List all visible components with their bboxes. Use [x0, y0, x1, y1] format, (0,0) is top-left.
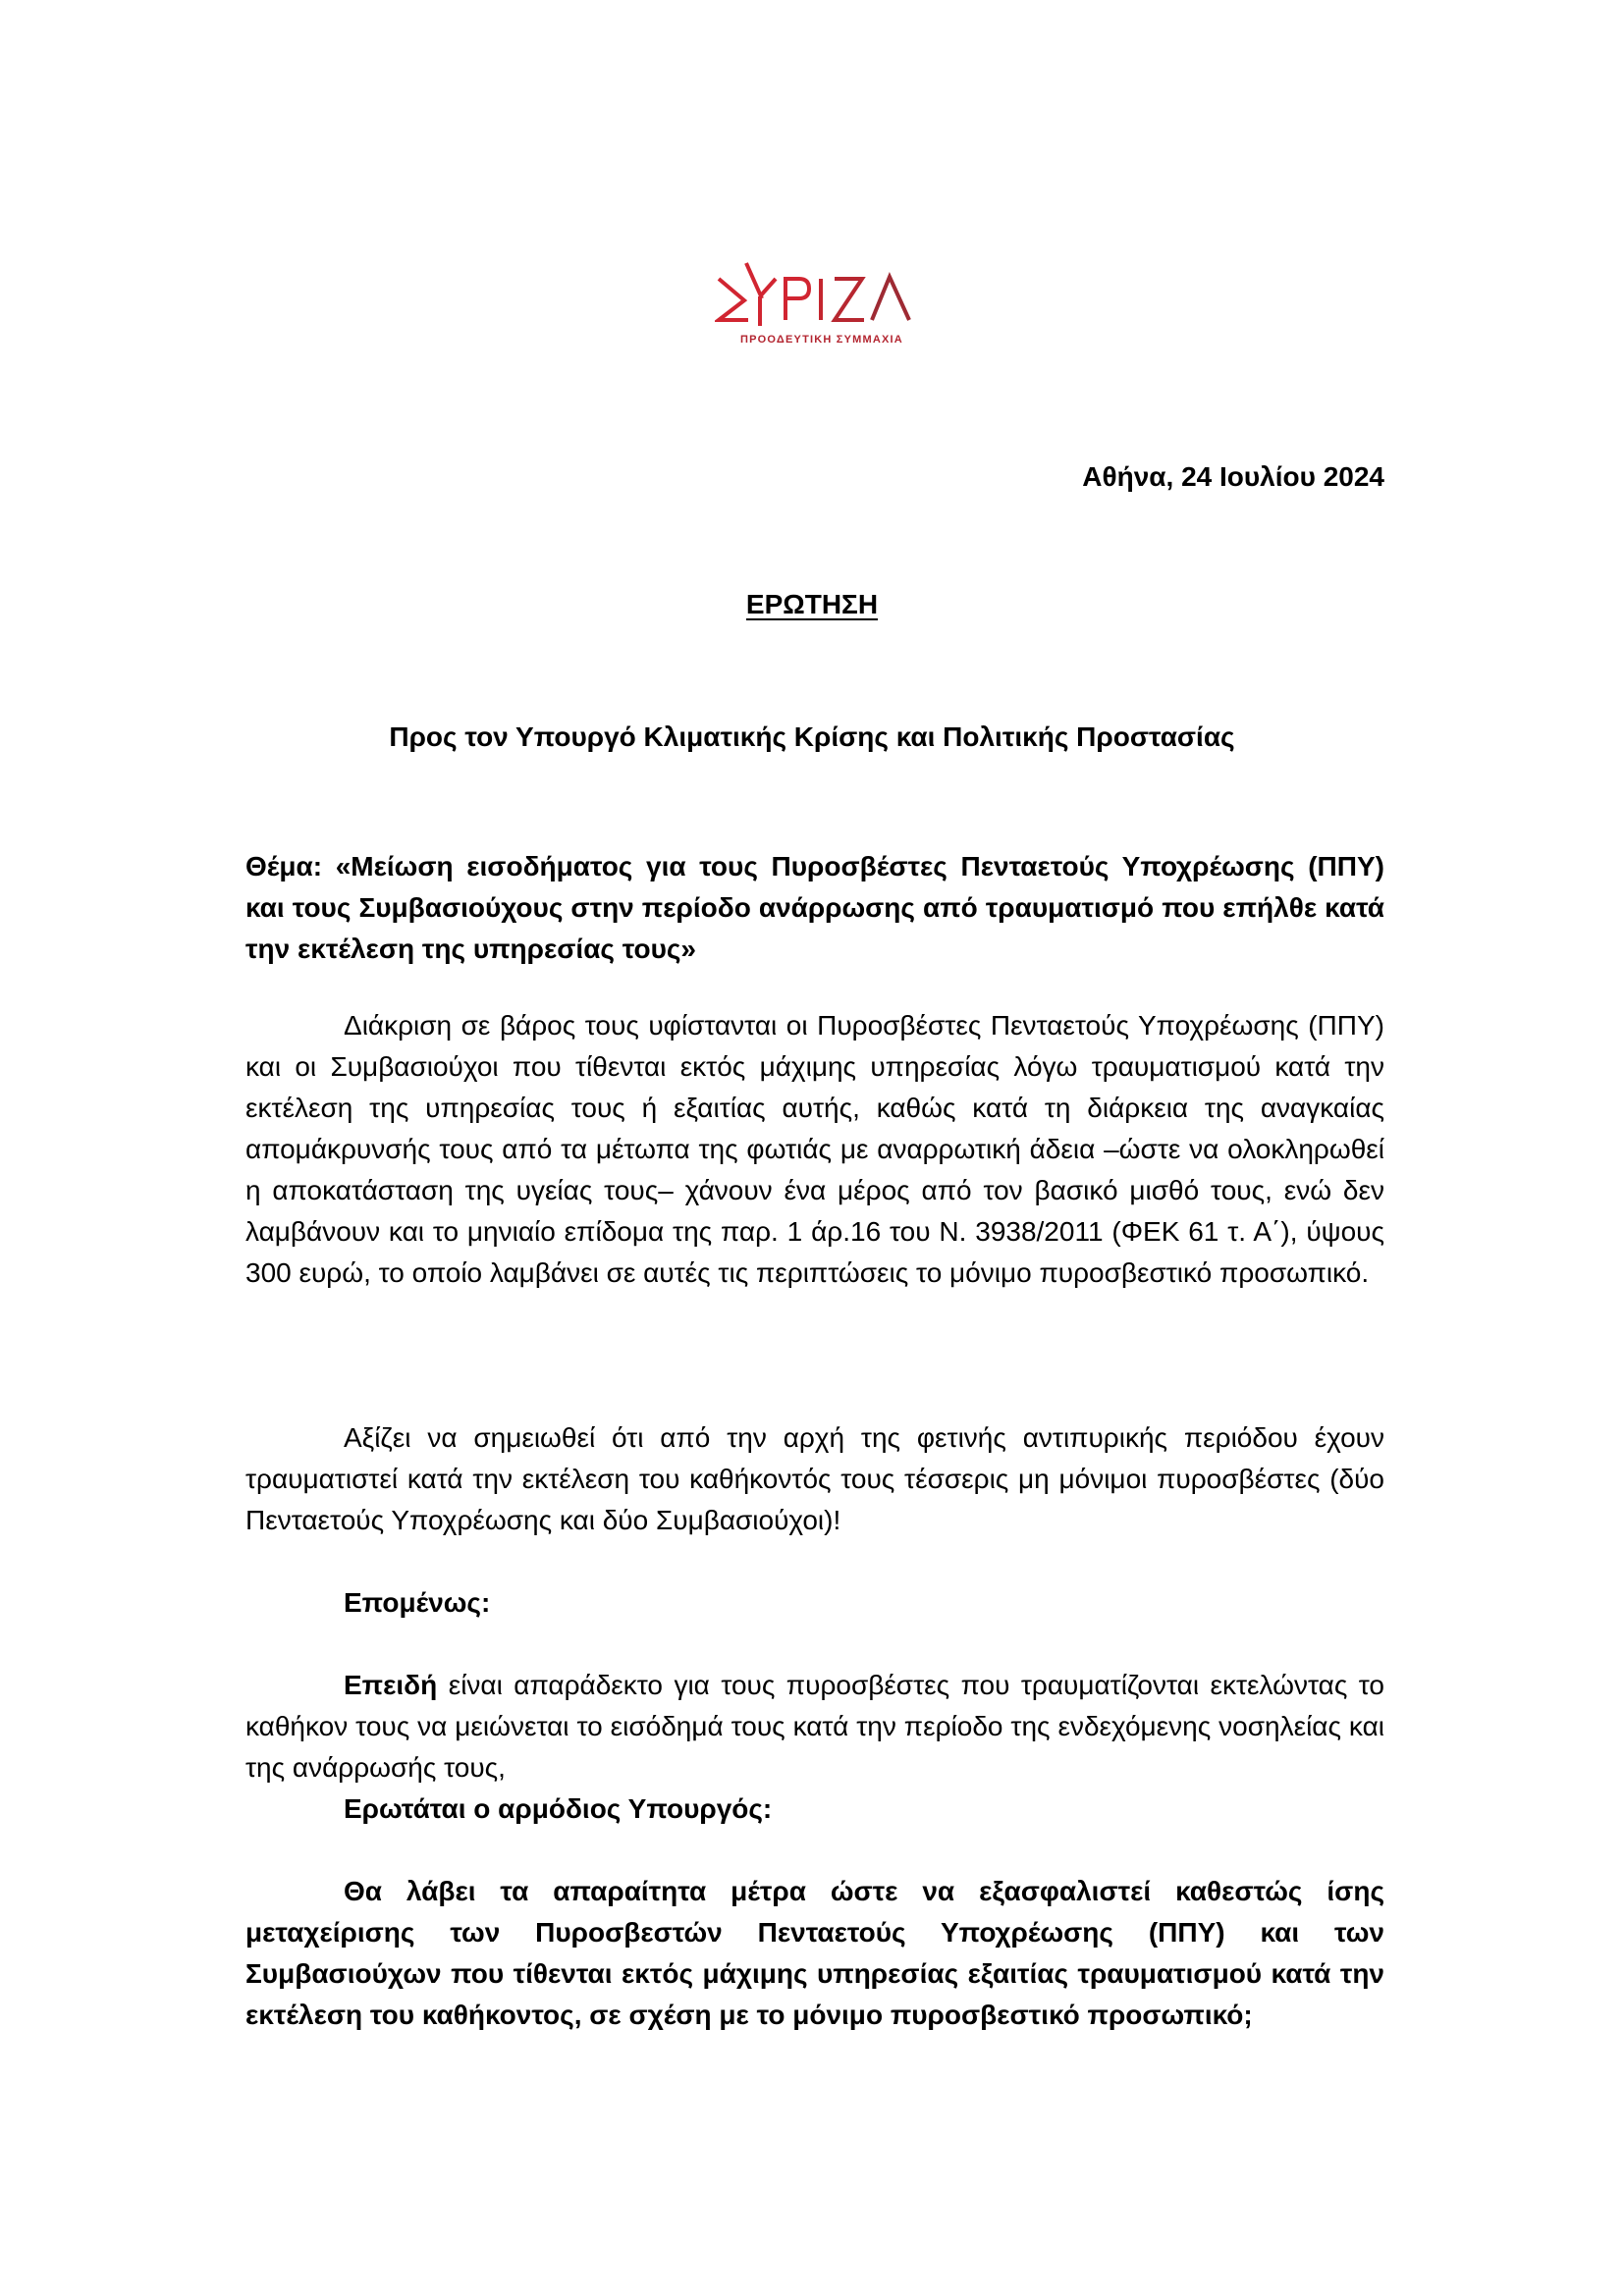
- question-paragraph: Θα λάβει τα απαραίτητα μέτρα ώστε να εξασφαλιστεί καθεστώς ίσης μεταχείρισης των Πυροσβεστών Πενταετούς Υποχρέωσης (ΠΠΥ) και των Συμβασιούχων που τίθενται εκτός μάχιμης υπηρεσίας εξαιτίας τραυματισμού κατά την εκτέλεση του καθήκοντος, σε σχέση με το μόνιμο πυροσβεστικό προσωπικό;: [245, 1876, 1384, 2030]
- therefore-heading: Επομένως:: [344, 1587, 491, 1618]
- body-paragraph-1: Διάκριση σε βάρος τους υφίστανται οι Πυροσβέστες Πενταετούς Υποχρέωσης (ΠΠΥ) και οι Συμβασιούχοι που τίθενται εκτός μάχιμης υπηρεσίας λόγω τραυματισμού κατά την εκτέλεση της υπηρεσίας τους ή εξαιτίας αυτής, καθώς κατά τη διάρκεια της αναγκαίας απομάκρυνσής τους από τα μέτωπα της φωτιάς με αναρρωτική άδεια –ώστε να ολοκληρωθεί η αποκατάσταση της υγείας τους– χάνουν ένα μέρος από τον βασικό μισθό τους, ενώ δεν λαμβάνουν και το μηνιαίο επίδομα της παρ. 1 άρ.16 του Ν. 3938/2011 (ΦΕΚ 61 τ. Α΄), ύψους 300 ευρώ, το οποίο λαμβάνει σε αυτές τις περιπτώσεις το μόνιμο πυροσβεστικό προσωπικό.: [245, 1010, 1384, 1288]
- syriza-logo-icon: [715, 257, 921, 336]
- whereas-lead: Επειδή: [344, 1670, 438, 1700]
- whereas-paragraph: [245, 1665, 1384, 1789]
- document-date: Αθήνα, 24 Ιουλίου 2024: [1082, 461, 1384, 492]
- party-logo: [715, 257, 921, 355]
- logo-subtitle: ΠΡΟΟΔΕΥΤΙΚΗ ΣΥΜΜΑΧΙΑ: [740, 334, 903, 346]
- whereas-text: είναι απαράδεκτο για τους πυροσβέστες που τραυματίζονται εκτελώντας το καθήκον τους να μειώνεται το εισόδημά τους κατά την περίοδο της ενδεχόμενης νοσηλείας και της ανάρρωσής τους,: [245, 1670, 1384, 1783]
- question-intro: Ερωτάται ο αρμόδιος Υπουργός:: [344, 1793, 773, 1824]
- recipient-line: Προς τον Υπουργό Κλιματικής Κρίσης και Πολιτικής Προστασίας: [389, 721, 1235, 752]
- subject-paragraph: Θέμα: «Μείωση εισοδήματος για τους Πυροσβέστες Πενταετούς Υποχρέωσης (ΠΠΥ) και τους Συμβασιούχους στην περίοδο ανάρρωσης από τραυματισμό που επήλθε κατά την εκτέλεση της υπηρεσίας τους»: [245, 851, 1384, 964]
- body-paragraph-2: Αξίζει να σημειωθεί ότι από την αρχή της φετινής αντιπυρικής περιόδου έχουν τραυματιστεί κατά την εκτέλεση του καθήκοντός τους τέσσερις μη μόνιμοι πυροσβέστες (δύο Πενταετούς Υποχρέωσης και δύο Συμβασιούχοι)!: [245, 1422, 1384, 1535]
- document-title: ΕΡΩΤΗΣΗ: [745, 589, 879, 619]
